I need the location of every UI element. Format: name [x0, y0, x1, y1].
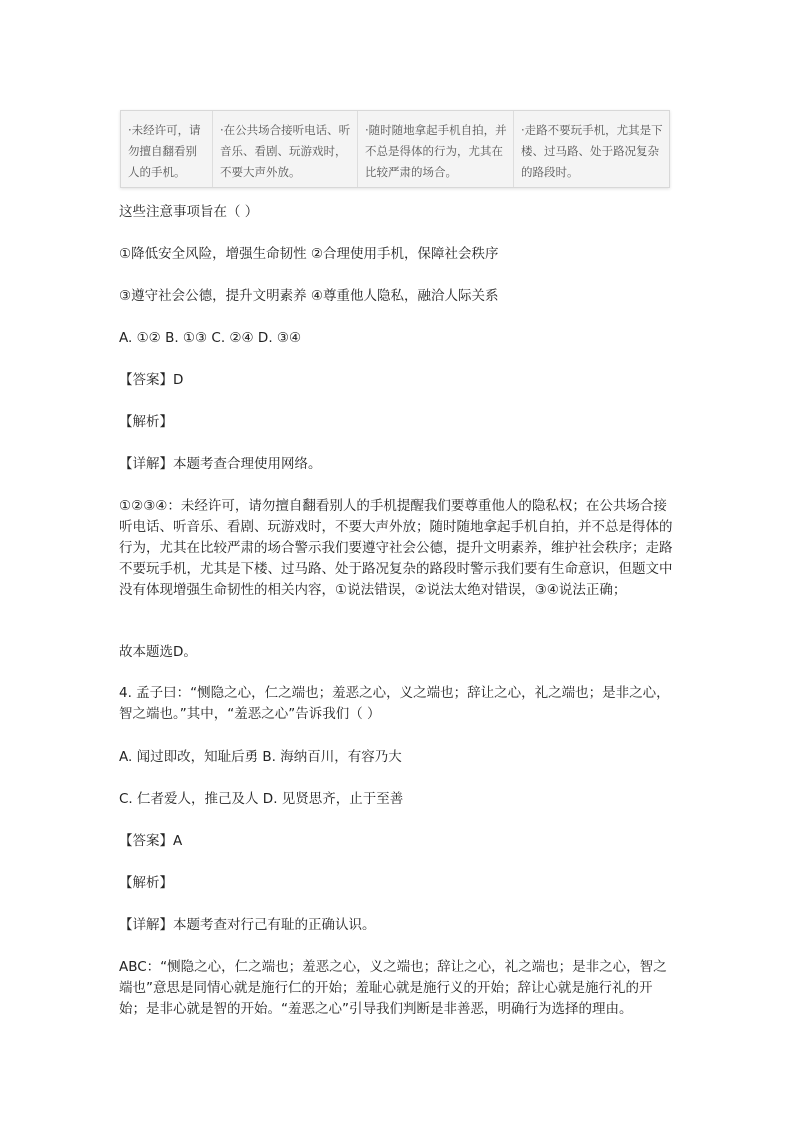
q4-answer: 【答案】A: [119, 833, 183, 849]
notice-card-selfie: ·随时随地拿起手机自拍，并不总是得体的行为，尤其在比较严肃的场合。: [358, 111, 514, 187]
q4-stem: 4. 孟子曰：“恻隐之心，仁之端也；羞恶之心，义之端也；辞让之心，礼之端也；是非之心，智之端也。”其中，“羞恶之心”告诉我们（ ）: [119, 685, 670, 722]
q4-options-line1: A. 闻过即改，知耻后勇 B. 海纳百川，有容乃大: [119, 749, 402, 765]
q4-detail: 【详解】本题考查对行己有耻的正确认识。: [119, 917, 376, 933]
q4-analysis-label: 【解析】: [119, 875, 173, 891]
q3-options: A. ①② B. ①③ C. ②④ D. ③④: [119, 330, 302, 346]
q4-options-line2: C. 仁者爱人，推己及人 D. 见贤思齐，止于至善: [119, 791, 404, 807]
q3-conclusion: 故本题选D。: [119, 644, 197, 660]
notice-card-walking: ·走路不要玩手机，尤其是下楼、过马路、处于路况复杂的路段时。: [521, 123, 663, 179]
q3-detail: 【详解】本题考查合理使用网络。: [119, 456, 322, 472]
q3-explanation: ①②③④：未经许可，请勿擅自翻看别人的手机提醒我们要尊重他人的隐私权；在公共场合接听电话、听音乐、看剧、玩游戏时，不要大声外放；随时随地拿起手机自拍，并不总是得体的行为，尤其在比较严肃的场合警示我们要遵守社会公德，提升文明素养，维护社会秩序；走路不要玩手机，尤其是下楼、过马路、处于路况复杂的路段时警示我们要有生命意识，但题文中没有体现增强生命韧性的相关内容，①说法错误，②说法太绝对错误，③④说法正确；: [119, 498, 673, 598]
q3-answer: 【答案】D: [119, 372, 184, 388]
notice-card-privacy: ·未经许可，请勿擅自翻看别人的手机。: [121, 111, 213, 187]
q3-statements-line1: ①降低安全风险，增强生命韧性 ②合理使用手机，保障社会秩序: [119, 246, 499, 262]
notice-card-public-noise: ·在公共场合接听电话、听音乐、看剧、玩游戏时，不要大声外放。: [213, 111, 358, 187]
q3-stem: 这些注意事项旨在（ ）: [119, 204, 259, 220]
notice-cards-image: [120, 110, 670, 188]
q4-explanation: ABC：“恻隐之心，仁之端也；羞恶之心，义之端也；辞让之心，礼之端也；是非之心，智之端也”意思是同情心就是施行仁的开始；羞耻心就是施行义的开始；辞让心就是施行礼的开始；是非心就是智的开始。“羞恶之心”引导我们判断是非善恶，明确行为选择的理由。: [119, 959, 667, 1017]
q3-statements-line2: ③遵守社会公德，提升文明素养 ④尊重他人隐私，融洽人际关系: [119, 288, 499, 304]
q3-analysis-label: 【解析】: [119, 414, 173, 430]
